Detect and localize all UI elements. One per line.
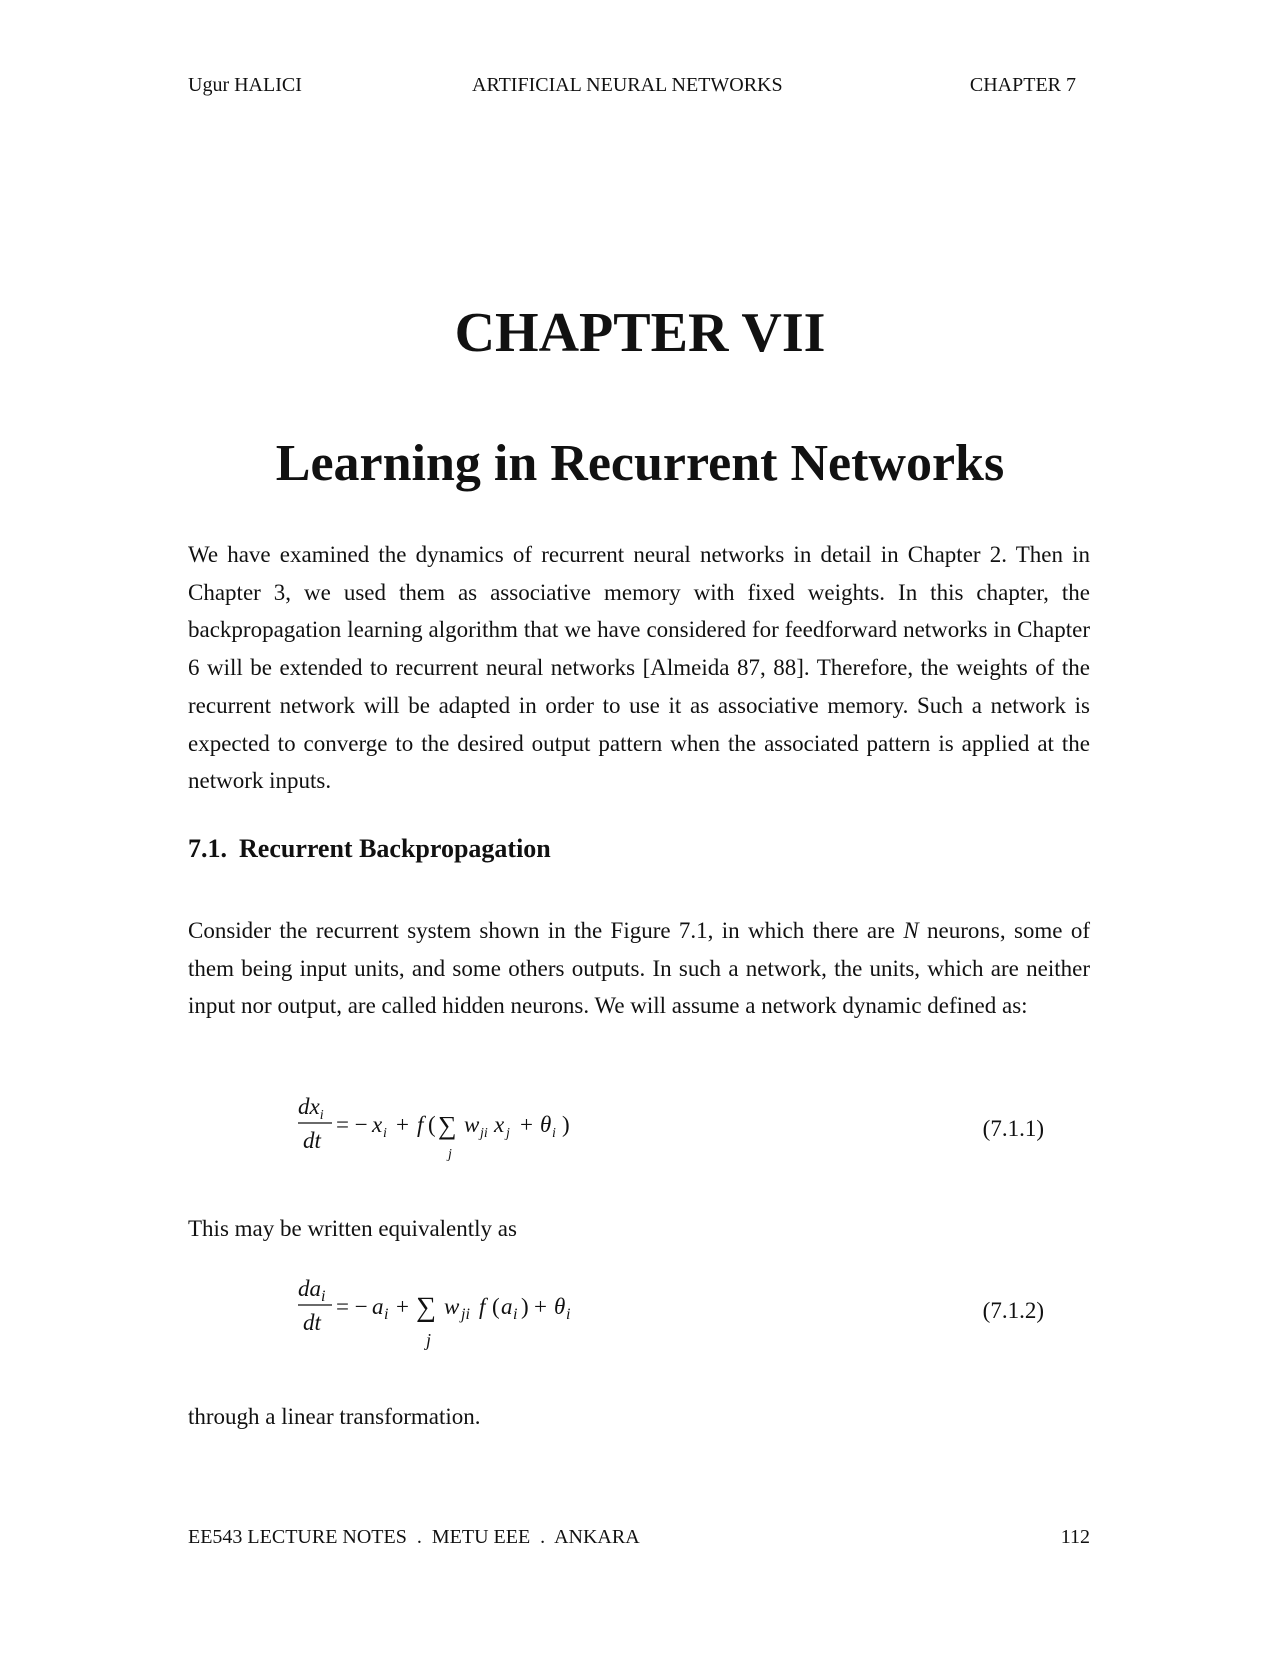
eq2-open-paren: (	[492, 1294, 500, 1319]
intro-paragraph: We have examined the dynamics of recurrent neural networks in detail in Chapter 2. Then in Chapter 3, we used them as associative memory with fixed weights. In this chapter, the backpropagation learning algorithm that we have considered for feedforward networks in Chapter 6 will be extended to recurrent neural networks [Almeida 87, 88]. Therefore, the weights of the recurrent network will be adapted in order to use it as associative memory. Such a network is expected to converge to the desired output pattern when the associated pattern is applied at the network inputs.	[188, 542, 1090, 794]
eq1-w-sub: ji	[480, 1126, 488, 1141]
eq2-denominator: dt	[303, 1310, 321, 1335]
eq2-close-paren: )	[521, 1294, 529, 1319]
n-symbol: N	[903, 918, 919, 943]
running-footer	[188, 1526, 1090, 1554]
eq1-w: w	[464, 1112, 480, 1137]
eq1-theta-sub: i	[552, 1126, 556, 1141]
eq1-theta: θ	[540, 1112, 552, 1137]
eq1-sum-index: j	[448, 1147, 452, 1162]
eq1-f: f	[417, 1112, 424, 1137]
eq2-equals: = −	[336, 1294, 368, 1319]
header-chapter: CHAPTER 7	[969, 74, 1076, 96]
section-number: 7.1.	[188, 834, 227, 863]
eq2-w-sub: ji	[461, 1306, 470, 1323]
eq1-equals: = −	[336, 1112, 368, 1137]
eq1-xj-sub: j	[506, 1126, 510, 1141]
eq2-theta: θ	[554, 1294, 566, 1319]
eq1-plus2: +	[520, 1112, 533, 1137]
running-header	[188, 74, 1090, 102]
eq2-sum-index: j	[426, 1330, 432, 1350]
eq1-open-paren: (	[428, 1112, 436, 1137]
eq1-x-sub: i	[383, 1126, 387, 1141]
section-heading	[188, 834, 551, 864]
eq2-a2-sub: i	[513, 1306, 518, 1323]
eq2-sum: ∑	[416, 1292, 436, 1323]
equation-7-1-1-formula	[298, 1090, 718, 1170]
equation-7-1-1-label: (7.1.1)	[982, 1116, 1044, 1141]
eq2-a2: a	[501, 1294, 513, 1319]
header-book-title: ARTIFICIAL NEURAL NETWORKS	[472, 74, 783, 96]
equation-7-1-2-formula	[298, 1272, 718, 1362]
chapter-number: CHAPTER VII	[454, 301, 826, 364]
eq2-theta-sub: i	[566, 1306, 571, 1323]
eq1-numerator: $dx_i$	[298, 1094, 324, 1123]
paragraph-linear-transformation: through a linear transformation.	[188, 1404, 481, 1429]
eq2-a: a	[372, 1294, 384, 1319]
paragraph-equivalently: This may be written equivalently as	[188, 1216, 517, 1241]
eq1-plus: +	[396, 1112, 409, 1137]
header-author: Ugur HALICI	[188, 74, 302, 96]
section-title: Recurrent Backpropagation	[239, 834, 551, 863]
eq2-plus2: +	[534, 1294, 547, 1319]
eq2-f: f	[479, 1294, 486, 1319]
eq2-w: w	[444, 1294, 460, 1319]
eq2-numerator: $da_i$	[298, 1276, 326, 1305]
paragraph-text-start: Consider the recurrent system shown in the Figure 7.1, in which there are	[188, 918, 904, 943]
footer-page-number: 112	[1060, 1526, 1090, 1548]
eq1-sum: ∑	[438, 1111, 457, 1140]
chapter-title: Learning in Recurrent Networks	[275, 435, 1005, 493]
eq1-denominator: dt	[303, 1128, 321, 1153]
eq1-x: x	[372, 1112, 383, 1137]
equation-7-1-1	[188, 1090, 1090, 1170]
equation-7-1-2-label: (7.1.2)	[982, 1298, 1044, 1323]
eq1-close-paren: )	[562, 1112, 570, 1137]
eq1-xj: x	[494, 1112, 505, 1137]
paragraph-network-dynamics	[188, 912, 1090, 1025]
paragraph-text-end: neurons, some of them being input units, and some others outputs. In such a network, the units, which are neither input nor output, are called hidden neurons. We will assume a network dynamic defined as:	[188, 918, 1090, 1019]
eq2-a-sub: i	[384, 1306, 389, 1323]
eq2-plus: +	[396, 1294, 409, 1319]
equation-7-1-2	[188, 1272, 1090, 1352]
footer-course-info: EE543 LECTURE NOTES . METU EEE . ANKARA	[188, 1526, 640, 1548]
